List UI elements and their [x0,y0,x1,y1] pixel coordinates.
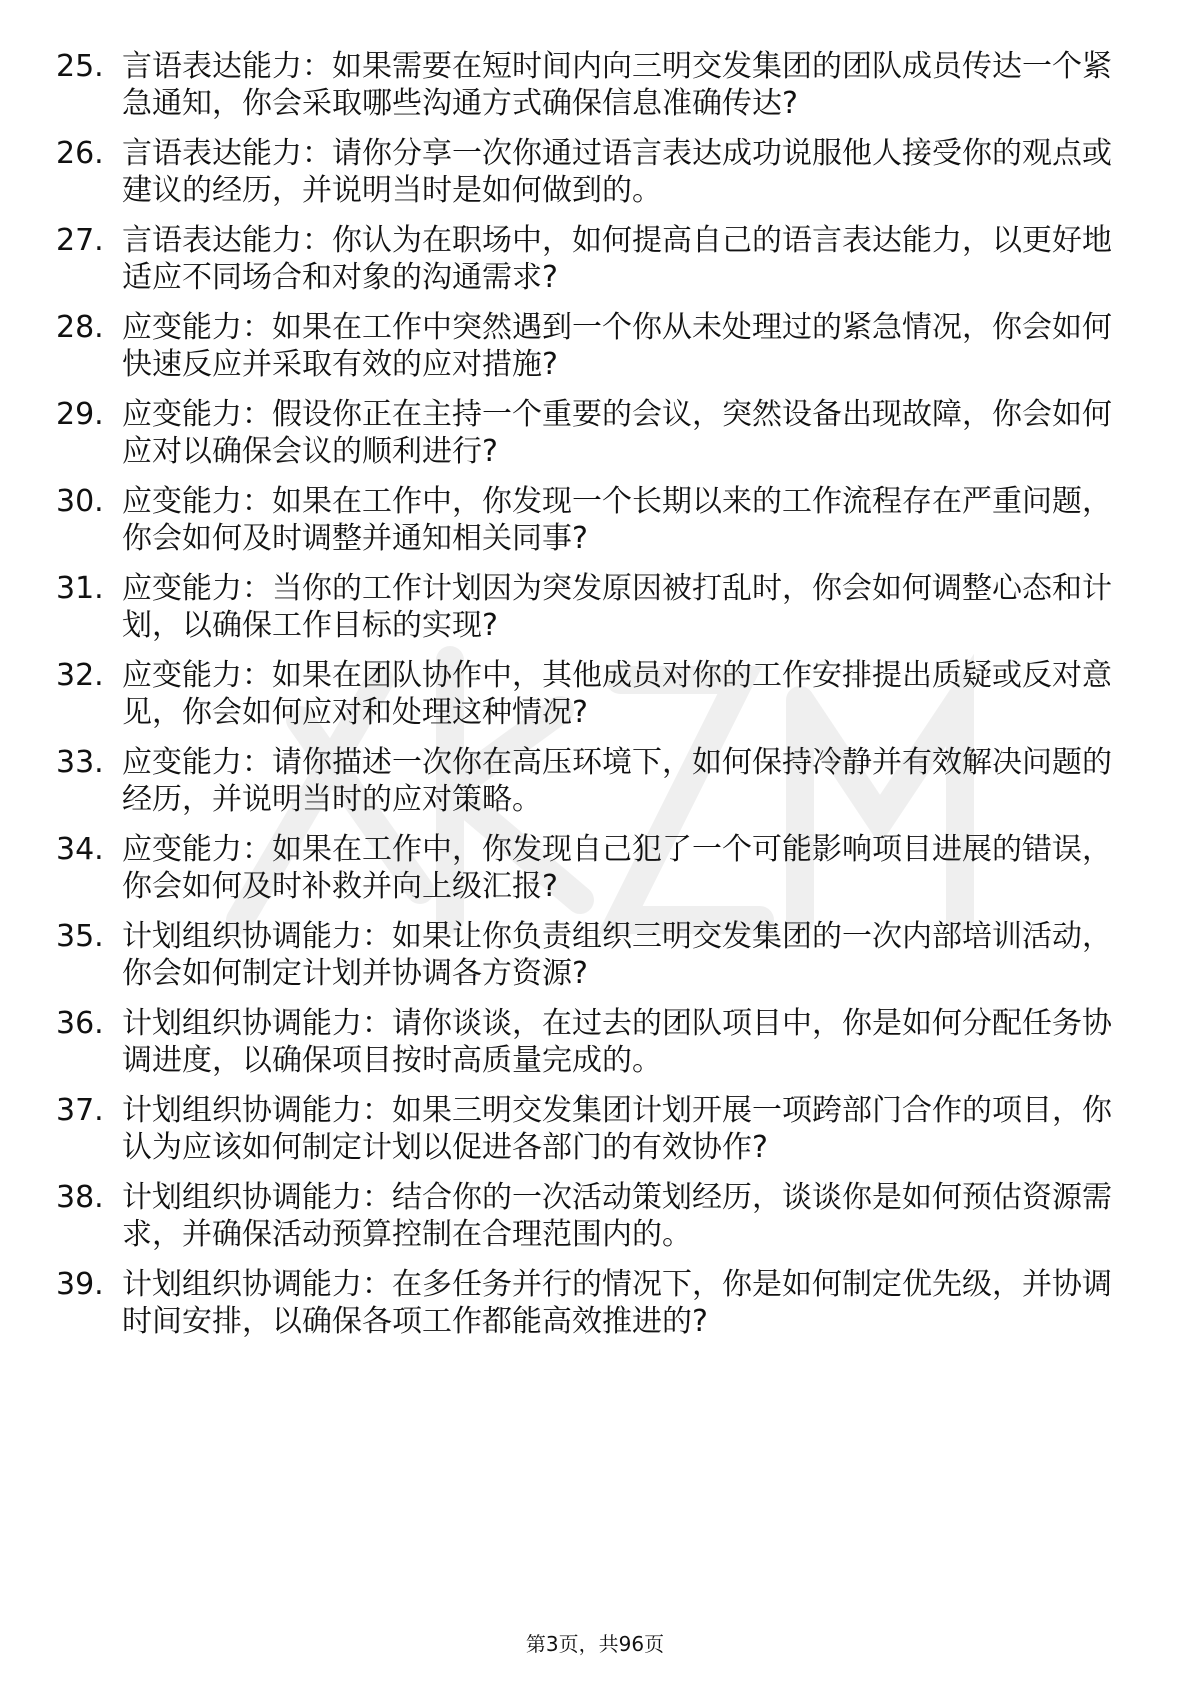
question-item [56,309,1116,396]
question-item [56,831,1116,918]
question-number: 30. [56,484,104,519]
question-item [56,1005,1116,1092]
question-text: 应变能力：如果在工作中突然遇到一个你从未处理过的紧急情况，你会如何快速反应并采取有效的应对措施? [122,310,1112,382]
question-text: 计划组织协调能力：结合你的一次活动策划经历，谈谈你是如何预估资源需求，并确保活动预算控制在合理范围内的。 [122,1180,1112,1252]
question-text: 应变能力：如果在工作中，你发现自己犯了一个可能影响项目进展的错误，你会如何及时补救并向上级汇报? [122,832,1112,904]
question-text: 计划组织协调能力：请你谈谈，在过去的团队项目中，你是如何分配任务协调进度，以确保项目按时高质量完成的。 [122,1006,1112,1078]
question-number: 32. [56,658,104,693]
question-item [56,657,1116,744]
question-number: 26. [56,136,104,171]
question-text: 应变能力：请你描述一次你在高压环境下，如何保持冷静并有效解决问题的经历，并说明当时的应对策略。 [122,745,1112,817]
question-number: 36. [56,1006,104,1041]
question-number: 34. [56,832,104,867]
question-text: 计划组织协调能力：如果三明交发集团计划开展一项跨部门合作的项目，你认为应该如何制定计划以促进各部门的有效协作? [122,1093,1112,1165]
question-number: 29. [56,397,104,432]
question-text: 应变能力：假设你正在主持一个重要的会议，突然设备出现故障，你会如何应对以确保会议的顺利进行? [122,397,1112,469]
question-text: 应变能力：当你的工作计划因为突发原因被打乱时，你会如何调整心态和计划，以确保工作目标的实现? [122,571,1112,643]
question-item [56,744,1116,831]
question-number: 25. [56,49,104,84]
question-item [56,1179,1116,1266]
question-text: 言语表达能力：你认为在职场中，如何提高自己的语言表达能力，以更好地适应不同场合和对象的沟通需求? [122,223,1112,295]
question-number: 38. [56,1180,104,1215]
question-item [56,48,1116,135]
question-item [56,918,1116,1005]
question-item [56,222,1116,309]
question-item [56,135,1116,222]
question-text: 应变能力：如果在工作中，你发现一个长期以来的工作流程存在严重问题，你会如何及时调整并通知相关同事? [122,484,1112,556]
question-item [56,1092,1116,1179]
question-text: 言语表达能力：请你分享一次你通过语言表达成功说服他人接受你的观点或建议的经历，并说明当时是如何做到的。 [122,136,1112,208]
question-item [56,396,1116,483]
page-number-footer: 第3页，共96页 [525,1632,665,1656]
question-list [56,48,1116,1353]
question-number: 28. [56,310,104,345]
question-number: 27. [56,223,104,258]
question-item [56,483,1116,570]
question-number: 31. [56,571,104,606]
question-item [56,570,1116,657]
question-text: 计划组织协调能力：如果让你负责组织三明交发集团的一次内部培训活动，你会如何制定计划并协调各方资源? [122,919,1112,991]
question-text: 言语表达能力：如果需要在短时间内向三明交发集团的团队成员传达一个紧急通知，你会采取哪些沟通方式确保信息准确传达? [122,49,1112,121]
question-number: 39. [56,1267,104,1302]
question-text: 应变能力：如果在团队协作中，其他成员对你的工作安排提出质疑或反对意见，你会如何应对和处理这种情况? [122,658,1112,730]
question-number: 35. [56,919,104,954]
question-text: 计划组织协调能力：在多任务并行的情况下，你是如何制定优先级，并协调时间安排，以确保各项工作都能高效推进的? [122,1267,1112,1339]
question-item [56,1266,1116,1353]
question-number: 33. [56,745,104,780]
question-number: 37. [56,1093,104,1128]
